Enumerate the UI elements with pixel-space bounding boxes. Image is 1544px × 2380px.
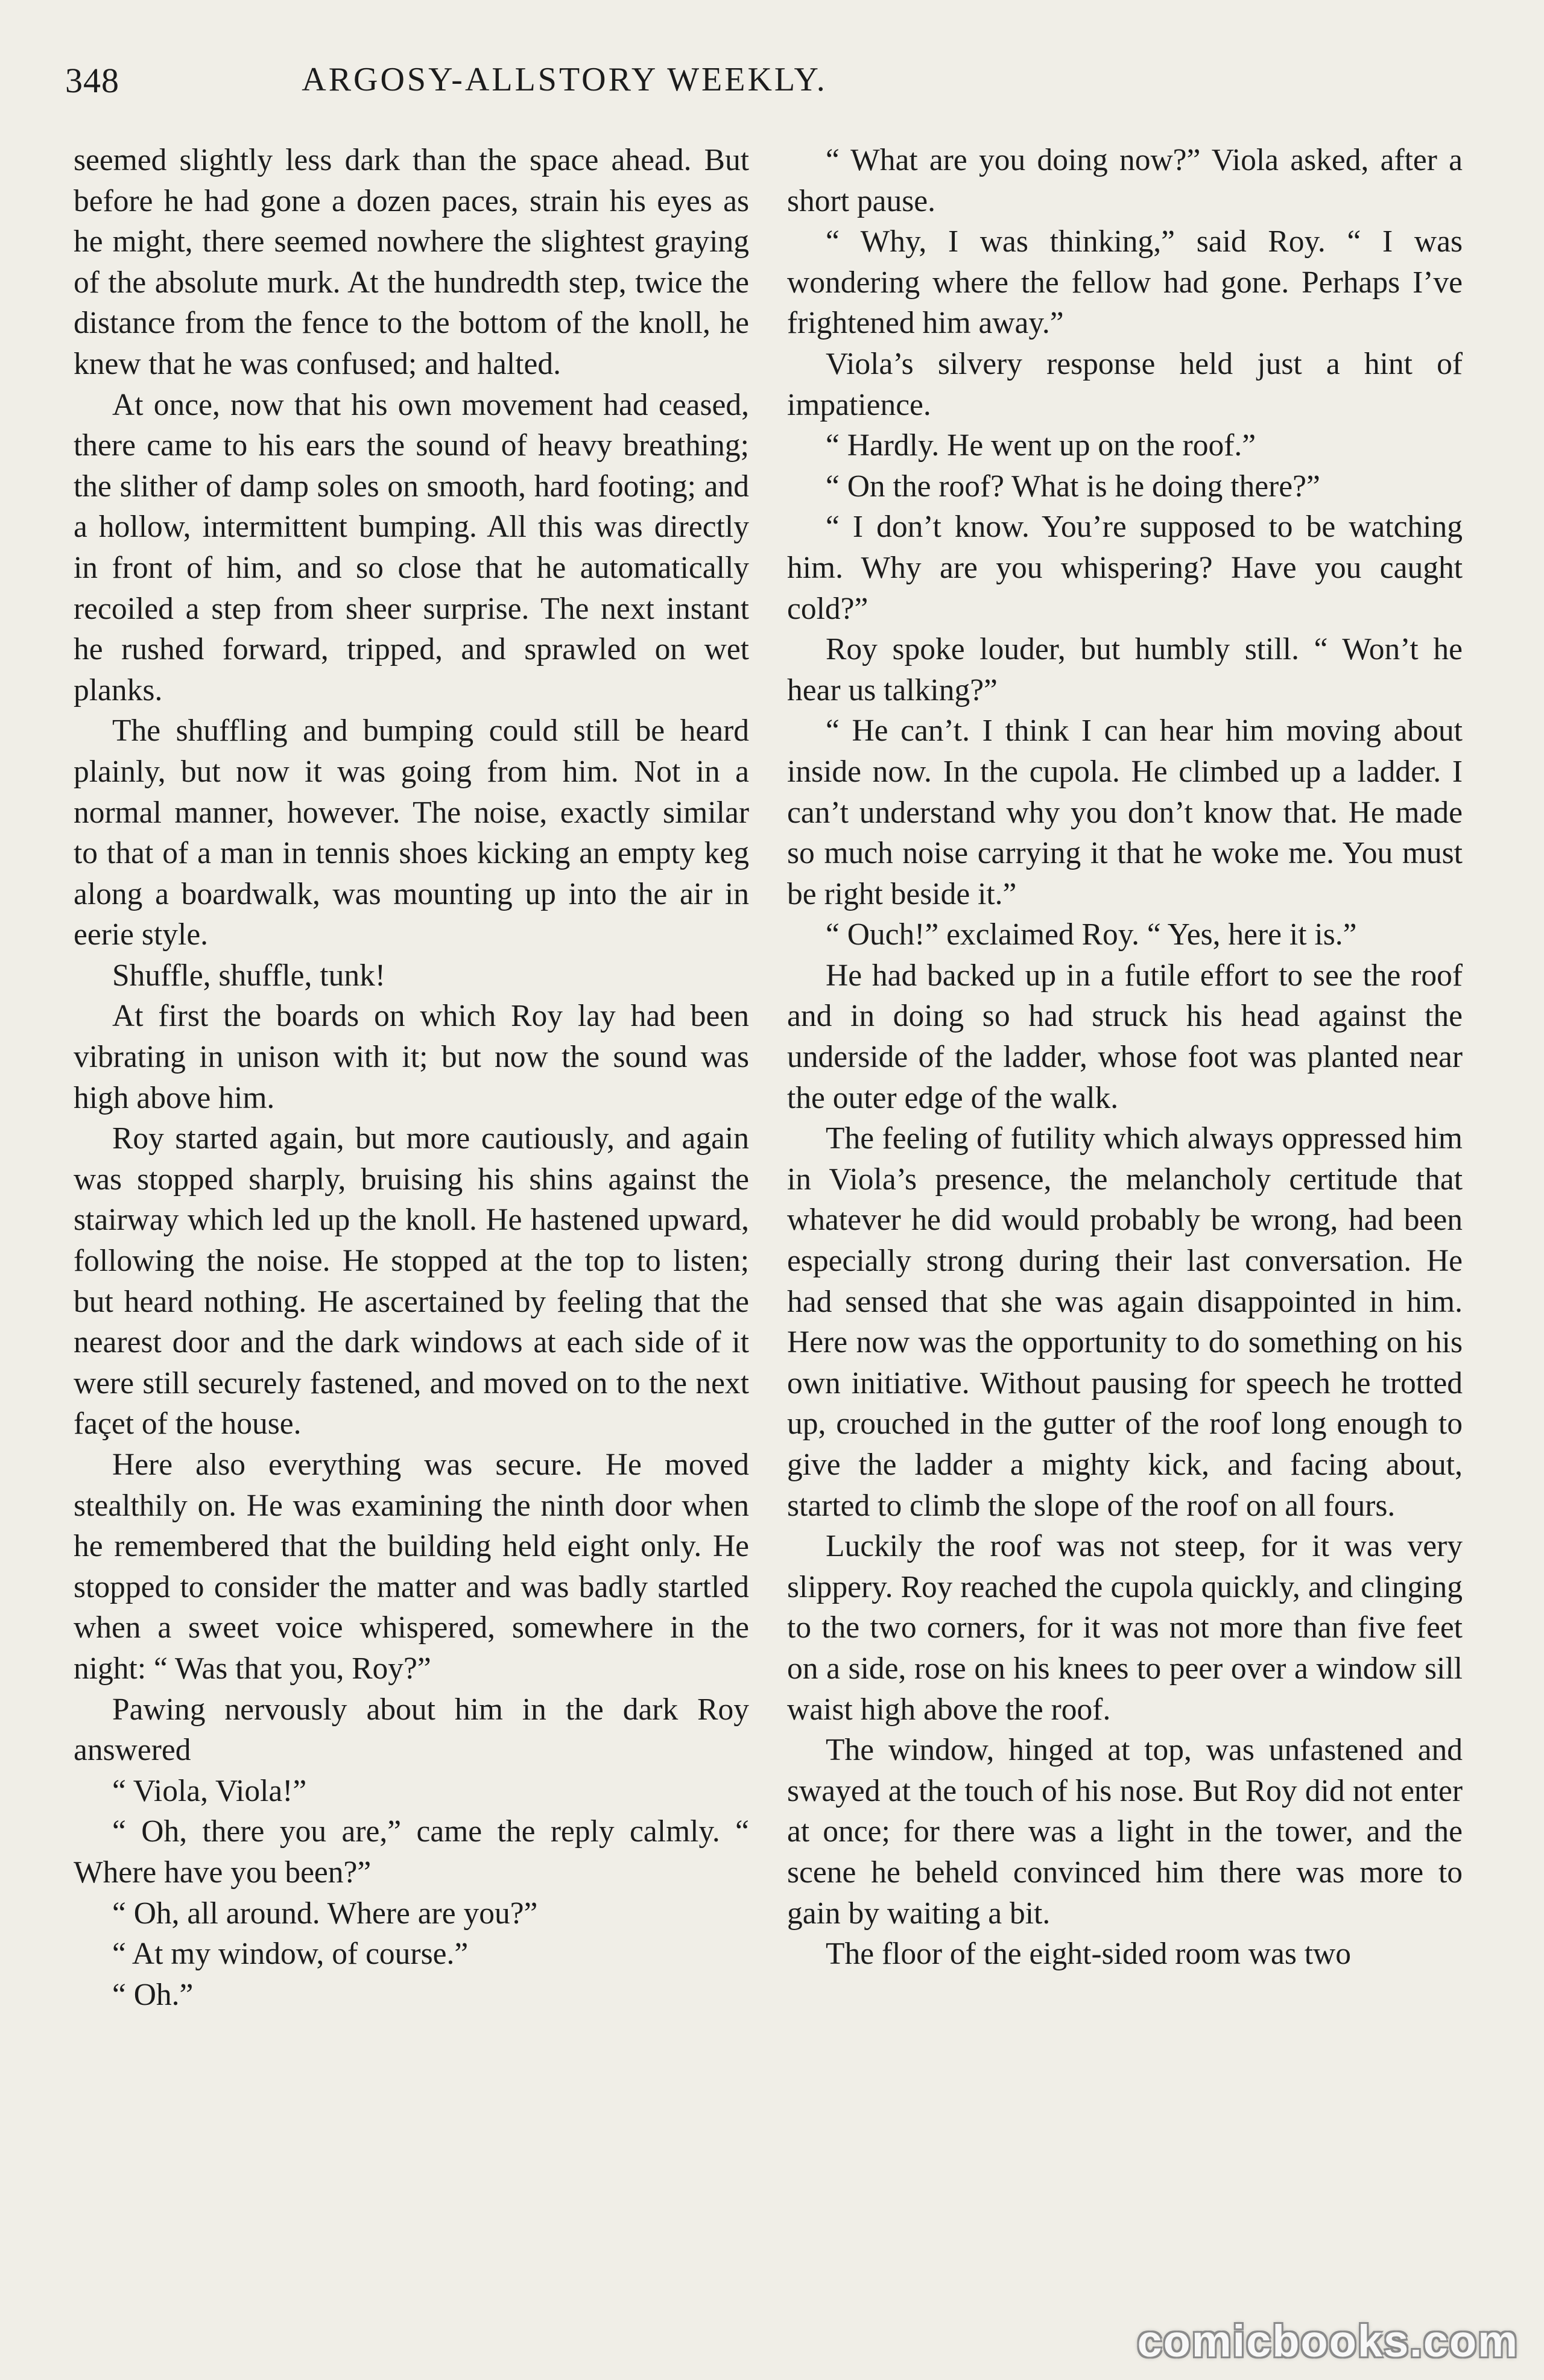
paragraph: “ Oh, all around. Where are you?” — [112, 1896, 538, 1931]
paragraph: “ Oh.” — [112, 1977, 194, 2012]
paragraph: The window, hinged at top, was unfastened and swayed at the touch of his nose. But Roy did not enter at once; for there was a light in the tower, and the scene he beheld convinced him there was more to gain by waiting a bit. — [787, 1733, 1463, 1931]
paragraph: Pawing nervously about him in the dark Roy answered — [74, 1692, 749, 1768]
paragraph: “ Why, I was thinking,” said Roy. “ I was wondering where the fellow had gone. Perhaps I’ve frightened him away.” — [787, 224, 1463, 341]
page-number: 348 — [65, 61, 119, 100]
paragraph: “ I don’t know. You’re supposed to be watching him. Why are you whispering? Have you caught cold?” — [787, 510, 1463, 626]
paragraph: At once, now that his own movement had ceased, there came to his ears the sound of heavy breathing; the slither of damp soles on smooth, hard footing; and a hollow, intermittent bumping. All this was directly in front of him, and so close that he automatically recoiled a step from sheer surprise. The next instant he rushed forward, tripped, and sprawled on wet planks. — [74, 387, 749, 707]
paragraph: Roy started again, but more cautiously, and again was stopped sharply, bruising his shins against the stairway which led up the knoll. He hastened upward, following the noise. He stopped at the top to listen; but heard nothing. He ascertained by feeling that the nearest door and the dark windows at each side of it were still securely fastened, and moved on to the next façet of the house. — [74, 1121, 749, 1442]
paragraph: The floor of the eight-sided room was two — [826, 1937, 1351, 1972]
paragraph: Shuffle, shuffle, tunk! — [112, 958, 385, 993]
paragraph: The feeling of futility which always oppressed him in Viola’s presence, the melancholy certitude that whatever he did would probably be wrong, had been especially strong during their last conversation. He had sensed that she was again disappointed in him. Here now was the opportunity to do something on his own initiative. Without pausing for speech he trotted up, crouched in the gutter of the roof long enough to give the ladder a mighty kick, and facing about, started to climb the slope of the roof on all fours. — [787, 1121, 1463, 1523]
paragraph: “ At my window, of course.” — [112, 1937, 469, 1972]
paragraph: “ Hardly. He went up on the roof.” — [826, 428, 1256, 463]
right-text-column — [787, 140, 1463, 2335]
paragraph: Here also everything was secure. He moved stealthily on. He was examining the ninth door when he remembered that the building held eight only. He stopped to consider the matter and was badly startled when a sweet voice whispered, somewhere in the night: “ Was that you, Roy?” — [74, 1448, 749, 1686]
paragraph: Viola’s silvery response held just a hint of impatience. — [787, 346, 1463, 422]
paragraph: He had backed up in a futile effort to see the roof and in doing so had struck his head against the underside of the ladder, whose foot was planted near the outer edge of the walk. — [787, 958, 1463, 1115]
paragraph: “ He can’t. I think I can hear him moving about inside now. In the cupola. He climbed up a ladder. I can’t understand why you don’t know that. He made so much noise carrying it that he woke me. You must be right beside it.” — [787, 714, 1463, 911]
watermark: comicbooks.com — [1137, 2316, 1519, 2366]
running-head — [65, 60, 1064, 115]
paragraph: “ Viola, Viola!” — [112, 1773, 307, 1808]
paragraph: At first the boards on which Roy lay had been vibrating in unison with it; but now the sound was high above him. — [74, 999, 749, 1115]
paragraph: “ Ouch!” exclaimed Roy. “ Yes, here it is.” — [826, 917, 1357, 952]
paragraph: “ What are you doing now?” Viola asked, after a short pause. — [787, 143, 1463, 218]
left-text-column — [74, 140, 749, 2335]
paragraph: “ Oh, there you are,” came the reply calmly. “ Where have you been?” — [74, 1814, 749, 1890]
paragraph: The shuffling and bumping could still be heard plainly, but now it was going from him. Not in a normal manner, however. The noise, exactly similar to that of a man in tennis shoes kicking an empty keg along a boardwalk, was mounting up into the air in eerie style. — [74, 714, 749, 952]
paragraph: Luckily the roof was not steep, for it was very slippery. Roy reached the cupola quickly, and clinging to the two corners, for it was not more than five feet on a side, rose on his knees to peer over a window sill waist high above the roof. — [787, 1529, 1463, 1727]
paragraph: “ On the roof? What is he doing there?” — [826, 469, 1320, 504]
paragraph: Roy spoke louder, but humbly still. “ Won’t he hear us talking?” — [787, 632, 1463, 707]
paragraph: seemed slightly less dark than the space ahead. But before he had gone a dozen paces, strain his eyes as he might, there seemed nowhere the slightest graying of the absolute murk. At the hundredth step, twice the distance from the fence to the bottom of the knoll, he knew that he was confused; and halted. — [74, 143, 749, 381]
journal-title: ARGOSY-ALLSTORY WEEKLY. — [302, 61, 827, 98]
